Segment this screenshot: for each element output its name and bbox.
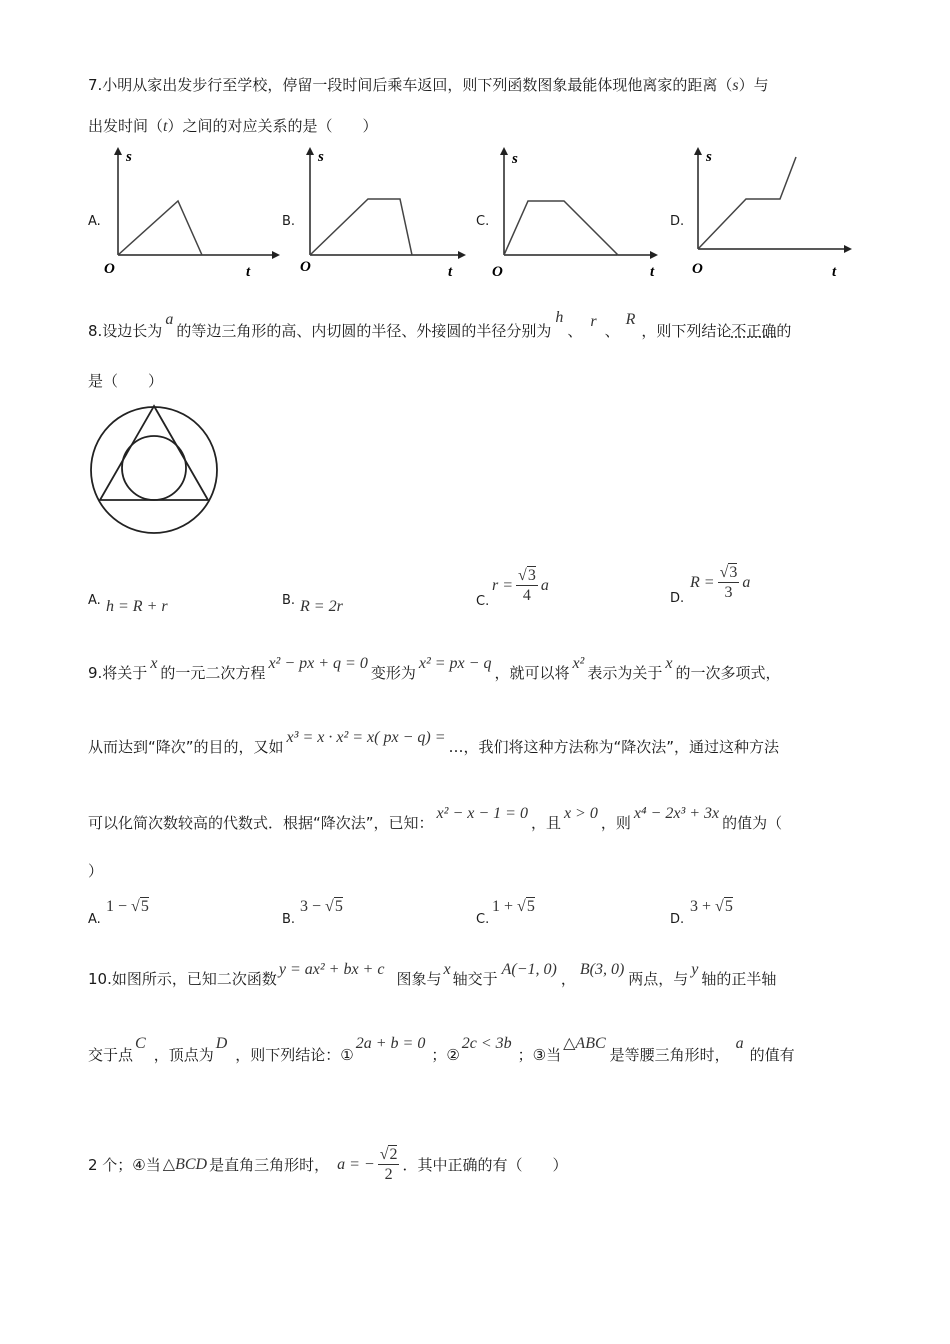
q7-option-b-label[interactable]: B. bbox=[282, 214, 296, 229]
q7-text-1: 7.小明从家出发步行至学校，停留一段时间后乘车返回，则下列函数图象最能体现他离家的距离（ bbox=[88, 76, 733, 94]
var-r: r bbox=[590, 313, 597, 330]
radicand: 3 bbox=[527, 567, 536, 584]
equation-6: x⁴ − 2x³ + 3x bbox=[633, 805, 720, 822]
q10-text-8: ，顶点为 bbox=[153, 1046, 214, 1064]
var-h: h bbox=[555, 309, 564, 326]
q7-graph-d[interactable] bbox=[684, 143, 864, 283]
var-x: x bbox=[443, 961, 451, 978]
circumcircle bbox=[91, 407, 217, 533]
q9-option-d-label[interactable]: D. bbox=[670, 912, 685, 927]
lhs: r = bbox=[492, 576, 514, 594]
radicand: 2 bbox=[389, 1146, 398, 1163]
q7-option-a-label[interactable]: A. bbox=[88, 214, 101, 229]
q9-option-c-expr: 1 + √5 bbox=[492, 898, 535, 915]
q9-text-2: 的一元二次方程 bbox=[160, 664, 266, 682]
origin-label: O bbox=[300, 259, 311, 275]
var-y: y bbox=[691, 961, 699, 978]
axis-label-s: s bbox=[512, 151, 518, 167]
q10-text-14: 2 个；④当 bbox=[88, 1155, 161, 1174]
q9-option-a-expr: 1 − √5 bbox=[106, 898, 149, 915]
q10-text-9: ，则下列结论：① bbox=[235, 1046, 354, 1064]
q9-text-7: 从而达到“降次”的目的，又如 bbox=[88, 738, 284, 756]
q8-option-d-expr bbox=[690, 563, 750, 602]
q9-option-a-label[interactable]: A. bbox=[88, 912, 101, 927]
denominator: 4 bbox=[522, 587, 531, 604]
axis-label-s: s bbox=[318, 149, 324, 165]
var-a: a bbox=[735, 1035, 744, 1052]
graph-line bbox=[310, 199, 412, 255]
axis-label-t: t bbox=[448, 264, 453, 280]
denominator: 2 bbox=[384, 1166, 393, 1183]
axis-label-t: t bbox=[650, 264, 655, 280]
q10-text-12: 是等腰三角形时， bbox=[609, 1046, 730, 1064]
triangle-ABC: △ABC bbox=[563, 1035, 606, 1052]
conclusion-1: 2a + b = 0 bbox=[355, 1035, 426, 1052]
q10-text-4: ， bbox=[560, 970, 576, 988]
q10-line1 bbox=[88, 961, 777, 989]
q8-sep-2: 、 bbox=[604, 322, 620, 340]
var-s: s bbox=[732, 77, 739, 94]
point-D: D bbox=[215, 1035, 228, 1052]
q9-text-12: 的值为（ bbox=[722, 814, 783, 832]
q10-text-10: ；② bbox=[431, 1046, 460, 1064]
q9-text-11: ，则 bbox=[600, 814, 631, 832]
q8-text-2: 的等边三角形的高、内切圆的半径、外接圆的半径分别为 bbox=[176, 322, 552, 340]
q8-text-1: 8.设边长为 bbox=[88, 322, 163, 340]
q9-text-10: ，且 bbox=[530, 814, 561, 832]
conclusion-2: 2c < 3b bbox=[461, 1035, 512, 1052]
q7-graph-c[interactable] bbox=[490, 143, 670, 283]
q7-text-3: 出发时间（ bbox=[88, 117, 164, 135]
numerator: √2 bbox=[379, 1146, 398, 1163]
var-x-squared: x² bbox=[572, 655, 585, 672]
q9-line4: ） bbox=[88, 862, 104, 880]
axis-label-t: t bbox=[832, 264, 837, 280]
equation-1: x² − px + q = 0 bbox=[268, 655, 368, 672]
q10-text-2: 图象与 bbox=[396, 970, 442, 988]
q10-text-3: 轴交于 bbox=[452, 970, 498, 988]
q9-line3 bbox=[88, 805, 783, 833]
prefix: 1 − bbox=[106, 898, 128, 915]
equation-5: x > 0 bbox=[563, 805, 598, 822]
x-axis-arrow bbox=[458, 251, 466, 259]
var-x: x bbox=[665, 655, 673, 672]
q8-text-3: ，则下列结论 bbox=[641, 322, 732, 340]
q10-text-15: 是直角三角形时， bbox=[209, 1155, 330, 1174]
q9-option-d-expr: 3 + √5 bbox=[690, 898, 733, 915]
point-C: C bbox=[135, 1035, 146, 1052]
q10-text-11: ；③当 bbox=[517, 1046, 562, 1064]
prefix: 1 + bbox=[492, 898, 514, 915]
y-axis-arrow bbox=[500, 147, 508, 155]
q10-text-16: ．其中正确的有（ ） bbox=[402, 1155, 568, 1174]
function-expr: y = ax² + bx + c bbox=[278, 961, 385, 978]
triangle-BCD: △BCD bbox=[162, 1155, 208, 1173]
value-a bbox=[337, 1145, 402, 1184]
q7-text-2: ）与 bbox=[738, 76, 769, 94]
fraction bbox=[718, 563, 740, 602]
axis-label-s: s bbox=[706, 149, 712, 165]
y-axis-arrow bbox=[694, 147, 702, 155]
numerator: √3 bbox=[719, 564, 738, 581]
incircle bbox=[122, 436, 186, 500]
axis-label-t: t bbox=[246, 264, 251, 280]
radicand: 5 bbox=[140, 898, 149, 915]
var-t: t bbox=[163, 118, 168, 135]
q9-text-9: 可以化简次数较高的代数式．根据“降次法”，已知： bbox=[88, 814, 434, 832]
q8-sep-1: 、 bbox=[567, 322, 583, 340]
y-axis-arrow bbox=[306, 147, 314, 155]
q7-graph-b[interactable] bbox=[296, 143, 476, 283]
q9-option-b-label[interactable]: B. bbox=[282, 912, 296, 927]
q9-text-1: 9.将关于 bbox=[88, 664, 148, 682]
denominator: 3 bbox=[724, 584, 733, 601]
q8-line2: 是（ ） bbox=[88, 372, 164, 390]
q7-graph-a[interactable] bbox=[100, 143, 280, 283]
q10-text-1: 10.如图所示，已知二次函数 bbox=[88, 970, 277, 988]
axis-label-s: s bbox=[126, 149, 132, 165]
q8-option-c-label[interactable]: C. bbox=[476, 594, 490, 609]
q8-option-d-label[interactable]: D. bbox=[670, 591, 685, 606]
q10-line3 bbox=[88, 1145, 567, 1184]
equation-4: x² − x − 1 = 0 bbox=[436, 805, 528, 822]
rhs: a bbox=[742, 573, 751, 591]
graph-line bbox=[698, 157, 796, 249]
q9-text-6: 的一次多项式， bbox=[675, 664, 781, 682]
q7-option-d-label[interactable]: D. bbox=[670, 214, 685, 229]
rhs: a bbox=[540, 576, 549, 594]
q8-option-b-label[interactable]: B. bbox=[282, 593, 296, 608]
y-axis-arrow bbox=[114, 147, 122, 155]
fraction bbox=[516, 566, 538, 605]
q8-emphasis: 不正确 bbox=[731, 322, 777, 340]
point-B: B(3, 0) bbox=[579, 961, 625, 978]
q7-line2 bbox=[88, 117, 377, 136]
origin-label: O bbox=[104, 261, 115, 277]
point-A: A(−1, 0) bbox=[501, 961, 557, 978]
q9-text-8: …，我们将这种方法称为“降次法”，通过这种方法 bbox=[448, 738, 780, 756]
fraction bbox=[378, 1145, 400, 1184]
numerator: √3 bbox=[518, 567, 536, 584]
prefix: 3 + bbox=[690, 898, 712, 915]
equation-3: x³ = x · x² = x( px − q) = bbox=[286, 729, 446, 746]
q7-text-4: ）之间的对应关系的是（ ） bbox=[167, 117, 378, 135]
origin-label: O bbox=[492, 264, 503, 280]
var-a: a bbox=[165, 311, 174, 328]
q10-text-6: 轴的正半轴 bbox=[701, 970, 777, 988]
q9-text-3: 变形为 bbox=[370, 664, 416, 682]
x-axis-arrow bbox=[272, 251, 280, 259]
q8-option-c-expr bbox=[492, 566, 549, 605]
q10-text-13: 的值有 bbox=[749, 1046, 795, 1064]
radicand: 5 bbox=[334, 898, 343, 915]
lhs: R = bbox=[690, 573, 715, 591]
q8-line1 bbox=[88, 309, 792, 341]
q9-option-c-label[interactable]: C. bbox=[476, 912, 490, 927]
q10-text-5: 两点，与 bbox=[628, 970, 689, 988]
q9-line1 bbox=[88, 655, 781, 683]
equation-2: x² = px − q bbox=[418, 655, 492, 672]
radicand: 3 bbox=[729, 564, 738, 581]
x-axis-arrow bbox=[650, 251, 658, 259]
graph-line bbox=[504, 201, 618, 255]
q10-line2 bbox=[88, 1035, 795, 1065]
q8-option-a-expr: h = R + r bbox=[106, 598, 168, 615]
q9-line2 bbox=[88, 729, 780, 757]
radicand: 5 bbox=[526, 898, 535, 915]
prefix: 3 − bbox=[300, 898, 322, 915]
q7-option-c-label[interactable]: C. bbox=[476, 214, 490, 229]
q9-option-b-expr: 3 − √5 bbox=[300, 898, 343, 915]
q9-text-4: ，就可以将 bbox=[494, 664, 570, 682]
x-axis-arrow bbox=[844, 245, 852, 253]
q7-line1 bbox=[88, 76, 769, 95]
q8-option-b-expr: R = 2r bbox=[300, 598, 343, 615]
origin-label: O bbox=[692, 261, 703, 277]
lhs: a = − bbox=[337, 1155, 375, 1173]
q10-text-7: 交于点 bbox=[88, 1046, 134, 1064]
q8-text-4: 的 bbox=[776, 322, 792, 340]
var-R: R bbox=[625, 311, 636, 328]
q8-circle-figure bbox=[86, 402, 226, 542]
var-x: x bbox=[150, 655, 158, 672]
radicand: 5 bbox=[724, 898, 733, 915]
q9-text-5: 表示为关于 bbox=[587, 664, 663, 682]
graph-line bbox=[118, 201, 202, 255]
q8-option-a-label[interactable]: A. bbox=[88, 593, 101, 608]
